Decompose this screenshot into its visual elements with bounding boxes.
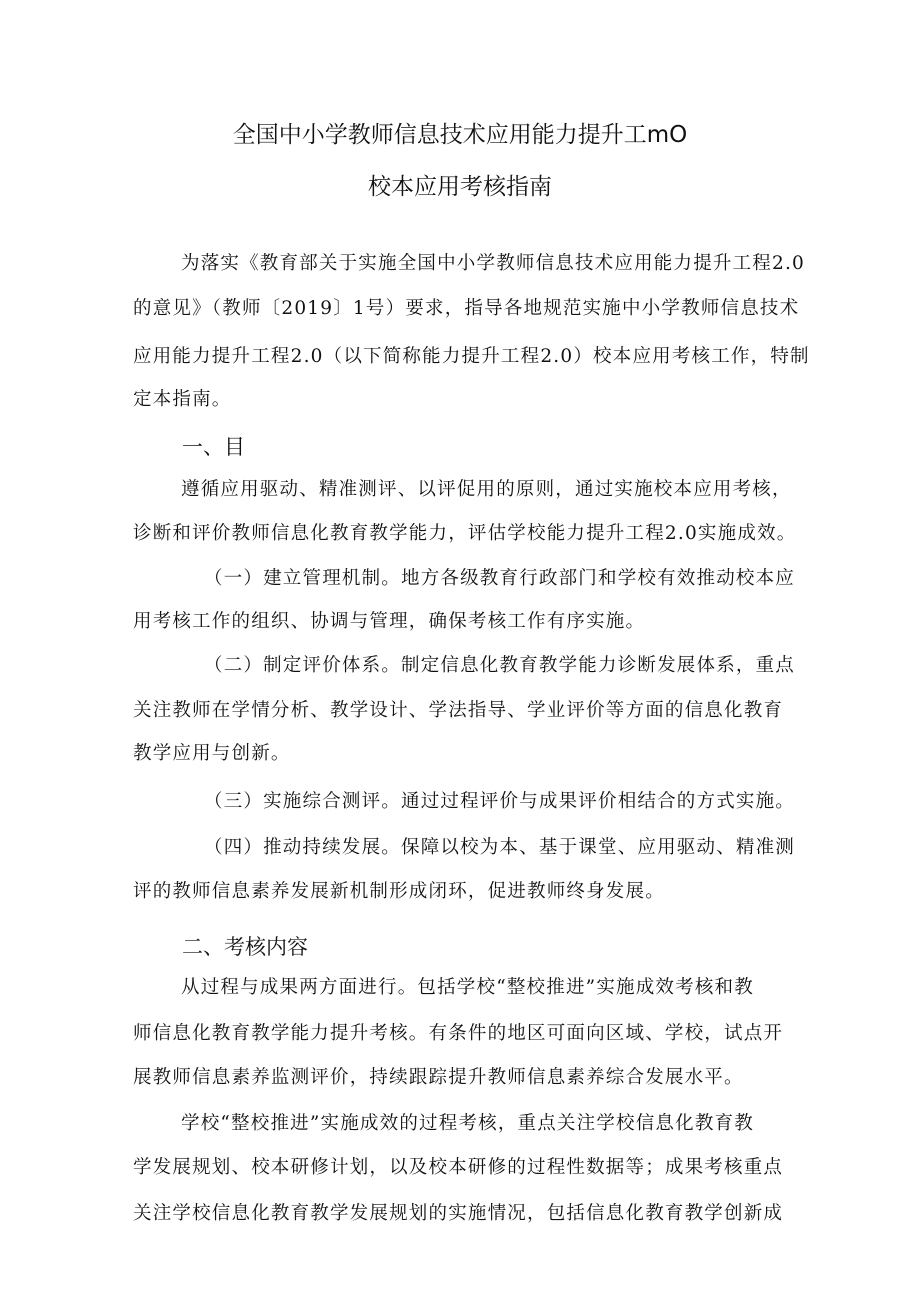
paragraph-line: 师信息化教育教学能力提升考核。有条件的地区可面向区域、学校，试点开 <box>133 1023 784 1044</box>
paragraph-line: （一）建立管理机制。地方各级教育行政部门和学校有效推动校本应 <box>204 568 796 589</box>
paragraph-line: 学发展规划、校本研修计划，以及校本研修的过程性数据等；成果考核重点 <box>133 1157 784 1178</box>
document-title-line-1: 全国中小学教师信息技术应用能力提升工mO <box>232 122 688 148</box>
paragraph-line: （二）制定评价体系。制定信息化教育教学能力诊断发展体系，重点 <box>204 655 796 676</box>
section-heading-1: 一、目 <box>182 435 245 459</box>
paragraph-line: （四）推动持续发展。保障以校为本、基于课堂、应用驱动、精准测 <box>204 837 796 858</box>
paragraph-line: （三）实施综合测评。通过过程评价与成果评价相结合的方式实施。 <box>204 791 796 812</box>
paragraph-line: 诊断和评价教师信息化教育教学能力，评估学校能力提升工程2.0实施成效。 <box>133 523 797 544</box>
paragraph-line: 评的教师信息素养发展新机制形成闭环，促进教师终身发展。 <box>133 881 665 902</box>
paragraph-line: 关注教师在学情分析、教学设计、学法指导、学业评价等方面的信息化教育 <box>133 700 784 721</box>
paragraph-line: 展教师信息素养监测评价，持续跟踪提升教师信息素养综合发展水平。 <box>133 1067 744 1088</box>
intro-line: 定本指南。 <box>133 389 232 410</box>
intro-line: 为落实《教育部关于实施全国中小学教师信息技术应用能力提升工程2.0 <box>181 253 806 274</box>
section-heading-2: 二、考核内容 <box>182 935 308 959</box>
paragraph-line: 关注学校信息化教育教学发展规划的实施情况，包括信息化教育教学创新成 <box>133 1203 784 1224</box>
paragraph-line: 教学应用与创新。 <box>133 743 291 764</box>
document-title-line-2: 校本应用考核指南 <box>368 174 552 200</box>
paragraph-line: 学校“整校推进”实施成效的过程考核，重点关注学校信息化教育教 <box>181 1113 754 1134</box>
intro-line: 的意见》（教师〔2019〕1号）要求，指导各地规范实施中小学教师信息技术 <box>133 298 800 319</box>
paragraph-line: 遵循应用驱动、精准测评、以评促用的原则，通过实施校本应用考核， <box>181 479 792 500</box>
paragraph-line: 从过程与成果两方面进行。包括学校“整校推进”实施成效考核和教 <box>181 977 754 998</box>
paragraph-line: 用考核工作的组织、协调与管理，确保考核工作有序实施。 <box>133 611 646 632</box>
intro-line: 应用能力提升工程2.0（以下简称能力提升工程2.0）校本应用考核工作，特制 <box>133 346 810 367</box>
